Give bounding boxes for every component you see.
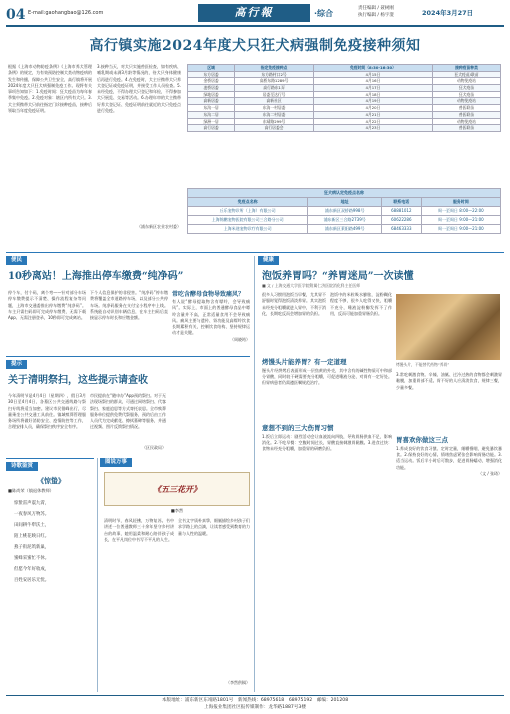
clinic-table-title: 狂犬病认定免疫点名称: [188, 189, 501, 198]
table-cell: 兽医联苗: [432, 111, 500, 118]
table-cell: 东沟一村居委: [235, 105, 314, 112]
poem-line: 但愿今年好收成，: [14, 567, 50, 572]
section-divider: [6, 458, 94, 459]
clinic-table: [187, 188, 501, 234]
section-name: ·综合: [314, 9, 334, 18]
table-cell: 东沟二居: [188, 111, 235, 118]
header-rule: [6, 25, 504, 27]
column-divider: [254, 256, 255, 692]
clinic-cell: 浦东新区三合路2739号: [308, 216, 382, 225]
table-row: [188, 71, 501, 78]
table-cell: 高行居委会: [235, 125, 314, 132]
table-cell: 4月23日: [313, 125, 432, 132]
table-cell: 动物免疫站: [432, 98, 500, 105]
lead-column-2: 3.接种当天，对犬只实施兽医检查，如有疾病、哺乳期或未满3月龄等情况的，待犬只身体健康后再进行免疫。4.在免疫时，犬主应携带犬只养犬登记证或免疫证明，并接受工作人员检查。5.未经免疫，不得办理犬只登记和年检，不得参加犬只展览、交易等活动。6.办理年审的犬主携带好养犬登记证、免疫证明前往就近的犬只免疫点进行免疫。: [97, 64, 181, 114]
table-cell: 狂犬疫苗/联苗: [432, 71, 500, 78]
tab-poetry: 诗歌鉴赏: [6, 462, 38, 471]
table-cell: 4月15日: [313, 71, 432, 78]
health-tips-source: （文 / 张琦）: [478, 470, 502, 476]
health-tips-text: 1.养成良好的饮食习惯。定时定量，细嚼慢咽，避免暴饮暴食。2.保持良好的心情。情绪焦虑紧张会影响胃肠功能。3.适当运动。饭后半小时后可散步，促进胃肠蠕动，增强消化功能。: [396, 445, 502, 470]
poem-line: 燕子衔泥筑新巢，: [14, 545, 50, 550]
book-source: （李然供稿）: [226, 680, 250, 685]
clinic-cell: 60622286: [382, 216, 422, 225]
table-cell: 高新社区: [235, 98, 314, 105]
table-cell: 兽医联苗: [432, 125, 500, 132]
lead-column-1: 根据《上海市动物防疫条例》《上海市养犬管理条例》的规定，为有效预防控制犬类动物疫病的发生和传播，保障公共卫生安全，高行镇将开展2024年度犬只狂犬病强制免疫工作。现将有关事项告知如下：1.免疫时间：狂犬疫苗为每年春季集中免疫。2.免疫对象：辖区内所有犬只。3.犬主须携带犬只前往指定门诊接种疫苗，接种后领取当年度免疫证明。: [8, 64, 92, 114]
poem-line: 惊蛰雷声震九霄，: [14, 501, 50, 506]
book-column-1: 清明时节，春风轻拂，万物复苏。书中讲述一位普通教师三十余年坚守乡村讲台的故事，她用温柔和耐心陪伴孩子成长，在平凡岗位中书写不平凡的人生。: [104, 518, 174, 542]
table-cell: 凌桥居委: [188, 85, 235, 92]
table-cell: 高行路东1弄: [235, 85, 314, 92]
table-cell: 动物免疫站: [432, 78, 500, 85]
tips-column-2: 市民提前在“随申办”App预约祭扫。对于无法现场祭扫的群众，可通过网络祭扫、代客祭扫、家庭追思等方式寄托哀思。全市殡葬服务单位提供免费代祭服务，预约后由工作人员代为完成献花、擦拭墓碑等服务，并通过视频、图片反馈祭扫情况。: [90, 393, 166, 430]
table-header-cell: 服务时间: [421, 198, 500, 207]
lead-source: （浦东新区农业农村委）: [137, 224, 181, 229]
lead-headline: 高行镇实施2024年度犬只狂犬病强制免疫接种须知: [89, 38, 421, 54]
table-cell: 东沟二村居委: [235, 111, 314, 118]
table-cell: 4月16日: [313, 78, 432, 85]
vaccination-table-body: [188, 71, 501, 131]
table-cell: 狂犬疫苗: [432, 91, 500, 98]
clinic-cell: 周一至周日 9:00—21:00: [421, 225, 500, 234]
book-column-2: 全书文字质朴真挚，细腻描绘乡村孩子们求学路上的点滴，让读者感受到教育的力量与人性的温暖。: [178, 518, 250, 536]
health-subhead-toast: 烤馒头片能养胃？有一定道理: [262, 358, 347, 366]
table-cell: 4月21日: [313, 111, 432, 118]
book-title: 《五三花开》: [104, 472, 250, 506]
footer-rule: [6, 695, 504, 696]
section-divider: [6, 356, 250, 357]
clinic-table-header-row: [188, 198, 501, 207]
table-row: [188, 111, 501, 118]
table-header-cell: 地址: [308, 198, 382, 207]
footer-address: 本版地址：浦东新区东靖路1801号 新闻热线：68975618 68975192 邮编：201208: [161, 698, 349, 703]
table-header-row: [188, 65, 501, 72]
table-cell: 高新居委: [188, 98, 235, 105]
table-row: [188, 125, 501, 132]
health-byline: ■ 文 / 上海交通大学医学院附属仁济医院消化科主任医师: [262, 283, 361, 288]
health-column-5: 3.常吃刺激食物。辛辣、油腻、过冷过热的食物都会刺激胃黏膜，加重胃部不适。胃不好的人应清淡饮食，规律三餐，少量多餐。: [396, 372, 502, 390]
tips-column-1: 今年清明节是4月4日（星期四），假日3月30日至4月4日，各墓区公共交通线路与祭扫专线将适当加密。建议市民错峰出行，尽量乘坐公共交通工具前往。镇域殡葬管理服务场所将做好消防安全、疫情防控等工作，合理安排人员，确保祭扫秩序安全有序。: [8, 393, 86, 430]
tab-convenience: 便民: [6, 256, 27, 265]
table-cell: 4月17日: [313, 85, 432, 92]
convenience-column-2: 下个人信息保护的非侵害。“纯净码”停车缴费将覆盖全市道路停车场，以及部分公共停车场。纯净码服务在支付宝小程序中上线。系统能自动识别车辆信息，在车主扫码后直接显示停车时长和应缴金额。: [90, 290, 168, 321]
poem-lines: [14, 498, 94, 598]
column-divider: [97, 458, 98, 692]
toast-photo: [396, 294, 500, 360]
table-row: [188, 105, 501, 112]
table-cell: 东靖路299号: [235, 118, 314, 125]
health-subhead-tips: 胃喜欢你做这三点: [396, 436, 448, 444]
clinic-row: [188, 225, 501, 234]
publication-date: 2024年3月27日: [422, 9, 474, 17]
poem-line: 田间耕牛犁沃土，: [14, 523, 50, 528]
section-divider: [6, 252, 504, 253]
convenience-column-3: [172, 290, 250, 354]
tab-picture-story: 图说万事: [100, 458, 132, 467]
editor-credits: [358, 6, 394, 20]
poem-title: 《惊蛰》: [37, 476, 65, 485]
table-cell: 高行居委: [188, 125, 235, 132]
table-header-cell: 免疫时间（8:30-16:30）: [313, 65, 432, 72]
newspaper-name: 高行報: [198, 4, 310, 22]
exec-editor: 执行编辑 / 杨宇澄: [358, 12, 394, 18]
poem-line: 蜜蜂采蜜忙不休。: [14, 556, 50, 561]
table-cell: 4月18日: [313, 91, 432, 98]
clinic-cell: 浦东新区莱阳路499号: [308, 225, 382, 234]
clinic-cell: 68463333: [382, 225, 422, 234]
footer-producer: 上海报业集团社区报传媒制作：龙华路1887号3楼: [204, 705, 306, 710]
clinic-row: [188, 216, 501, 225]
convenience-title: 10秒离站！上海推出停车缴费“纯净码”: [8, 271, 184, 282]
table-cell: 狂犬疫苗: [432, 85, 500, 92]
table-cell: 绿洲一居: [188, 118, 235, 125]
health-section-tips: [396, 436, 502, 690]
tips-source: （区民政局）: [142, 445, 166, 450]
poem-line: 陌上桃花映日红。: [14, 534, 50, 539]
health-subhead-habits: 意想不到的三大伤胃习惯: [262, 424, 334, 432]
health-section-habits: [262, 424, 392, 690]
table-header-cell: 指定免疫接种点: [235, 65, 314, 72]
table-cell: 绿地居委: [188, 91, 235, 98]
convenience-column-1: 停个车，付个码，离个弯——针对部分车场停车缴费提示不清楚、操作流程复杂等问题，上海市交通委推出停车缴费“纯净码”。车主只需扫码即可完成停车缴费，无需下载App、无需注册登录，10秒即可完成离站。: [8, 290, 86, 321]
chief-editor: 责任编辑 / 聂树刚: [358, 6, 394, 11]
clinic-cell: 浦东新区双桥路998号: [308, 207, 382, 216]
page-number: 04: [6, 7, 26, 23]
health-title: 泡饭养胃吗？“养胃迷局”一次读懂: [262, 271, 414, 282]
clinic-cell: 68881012: [382, 207, 422, 216]
table-cell: 4月19日: [313, 98, 432, 105]
table-cell: 兽医联苗: [432, 105, 500, 112]
health-section-toast: [262, 358, 392, 418]
clinic-cell: 周一至周日 9:00—21:00: [421, 216, 500, 225]
table-row: [188, 98, 501, 105]
table-row: [188, 91, 501, 98]
vaccination-schedule-table: [187, 64, 501, 132]
table-cell: 东沟一居: [188, 105, 235, 112]
health-column-2: 泡饭中的米粒吸水膨胀，淀粉糊化程度不够，很多人吃得又快，咀嚼不充分，唾液淀粉酶发挥不了作用，反而可能加重胃肠负担。: [330, 292, 392, 316]
poem-line: 一夜春风万物苏。: [14, 512, 50, 517]
clinic-cell: 丘乐宠物诊所（上海）有限公司: [188, 207, 308, 216]
photo-caption: 烤馒头片，不能替代药物“养胃”: [396, 362, 450, 367]
table-cell: 东方居委: [188, 71, 235, 78]
table-cell: 东方路村口2号: [235, 71, 314, 78]
convenience-subhead: 常吃含酵母食物导致痛风？: [172, 291, 245, 298]
clinic-cell: 上海米途宠物诊疗有限公司: [188, 225, 308, 234]
header-email[interactable]: E-mail:gaohangbao@126.com: [28, 10, 104, 16]
table-header-cell: 免疫点名称: [188, 198, 308, 207]
convenience-source: （周晓筠）: [230, 336, 250, 342]
health-habits-text: 1.饭后立即运动：剧烈活动会让血液流向四肢，导致胃肠供血不足，影响消化。2.不吃早餐：空腹时间过长，胃酸直接刺激胃黏膜。3.进食过快：食物未经充分咀嚼，加重胃的研磨负担。: [262, 433, 392, 452]
table-cell: 4月20日: [313, 105, 432, 112]
clinic-table-title-row: [188, 189, 501, 198]
poem-line: 百姓安居乐无忧。: [14, 578, 50, 583]
clinic-cell: 周一至周日 8:00—22:00: [421, 207, 500, 216]
table-cell: 动物免疫站: [432, 118, 500, 125]
table-cell: 高桥东路1289号: [235, 78, 314, 85]
clinic-table-body: [188, 207, 501, 234]
poem-author: ■陈尚荣（镇退休教师）: [8, 488, 54, 493]
table-cell: 4月22日: [313, 118, 432, 125]
table-header-cell: 接种疫苗种类: [432, 65, 500, 72]
table-header-cell: 区域: [188, 65, 235, 72]
table-cell: 居委至达行号: [235, 91, 314, 98]
tab-tips: 提示: [6, 360, 27, 369]
book-author: ■李然: [170, 508, 184, 513]
health-column-1: 很多人习惯用泡饭当早餐，尤其胃不舒服时觉得泡饭清淡养胃。其实泡饭未经充分咀嚼就进入胃中，不利于消化，长期吃反而会增加胃的负担。: [262, 292, 326, 316]
table-row: [188, 85, 501, 92]
tips-title: 关于清明祭扫，这些提示请查收: [8, 375, 148, 386]
table-cell: 金桥居委: [188, 78, 235, 85]
clinic-row: [188, 207, 501, 216]
table-header-cell: 联系电话: [382, 198, 422, 207]
table-row: [188, 78, 501, 85]
clinic-cell: 上海锦鹏宠物医院有限公司三合路分公司: [188, 216, 308, 225]
tab-health: 健康: [258, 256, 279, 265]
table-row: [188, 118, 501, 125]
convenience-subtext: 有人说“酵母提取物含有嘌呤，会导致痛风”。实际上，市面上的普通酵母食品中嘌呤含量并不高，正常适量食用不会导致痛风。痛风主要与遗传、肾功能及高嘌呤饮食长期累积有关，控制饮食结构、坚持规律运动才是关键。: [172, 299, 250, 336]
health-toast-text: 馒头片经烘烤后表面形成一层焦黄的外壳，其中含有的碱性物质可中和部分胃酸，同时较干硬需要充分咀嚼，可促进唾液分泌，对胃有一定好处。但胃病患者仍需遵医嘱规范治疗。: [262, 367, 392, 386]
